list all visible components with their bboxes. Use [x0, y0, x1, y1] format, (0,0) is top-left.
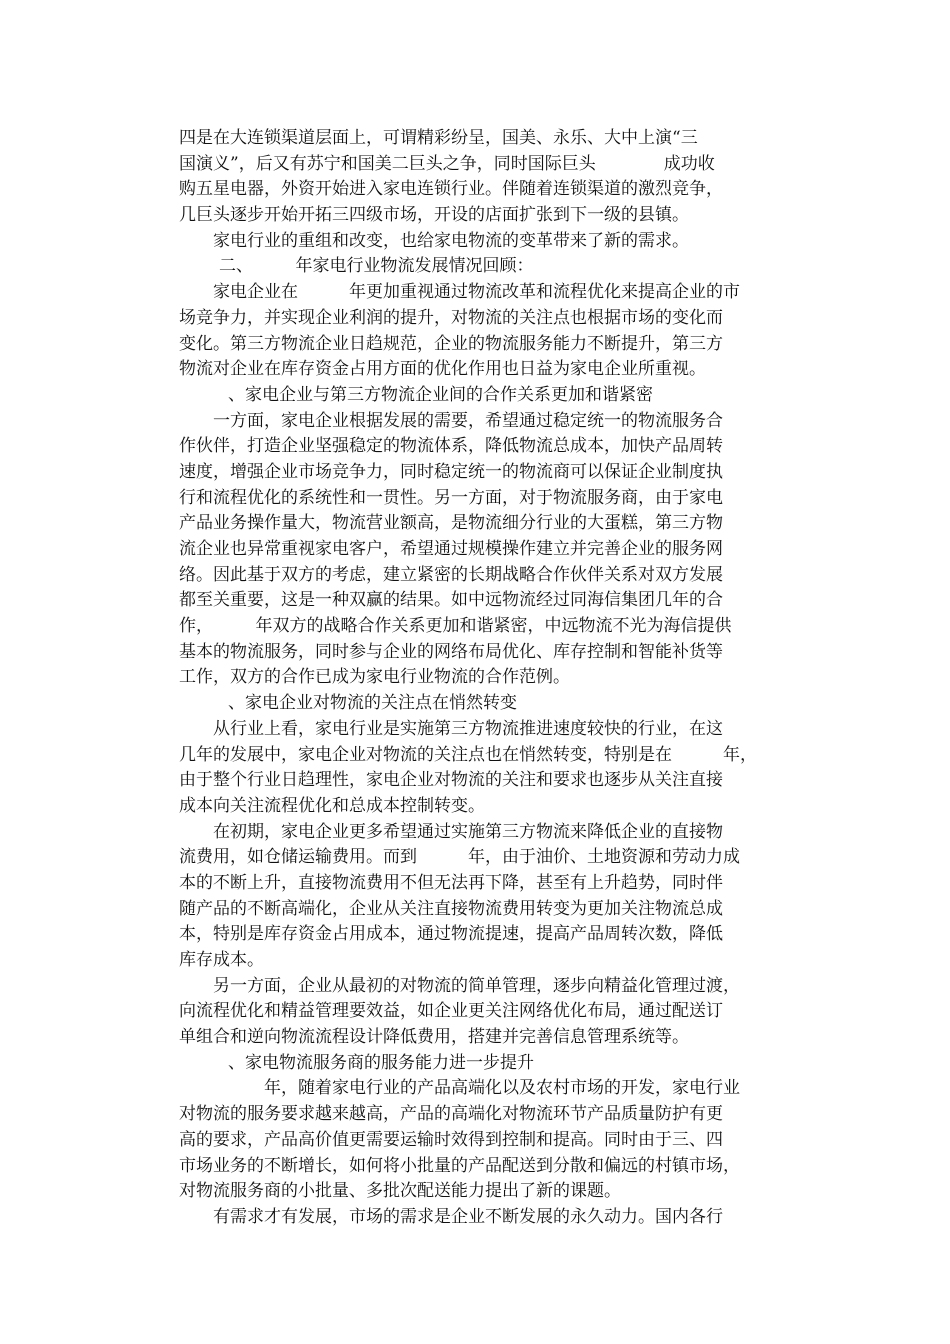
- text-line: 国演义”，后又有苏宁和国美二巨头之争，同时国际巨头 成功收: [179, 153, 715, 174]
- body-text: [179, 126, 771, 1231]
- text-line: 单组合和逆向物流流程设计降低费用，搭建并完善信息管理系统等。: [179, 1027, 689, 1048]
- text-line: 高的要求，产品高价值更需要运输时效得到控制和提高。同时由于三、四: [179, 1129, 723, 1150]
- paragraph-start: 家电企业在 年更加重视通过物流改革和流程优化来提高企业的市: [213, 282, 740, 303]
- text-line: 变化。第三方物流企业日趋规范，企业的物流服务能力不断提升，第三方: [179, 333, 723, 354]
- text-line: 场竞争力，并实现企业利润的提升，对物流的关注点也根据市场的变化而: [179, 307, 723, 328]
- text-line: 本，特别是库存资金占用成本，通过物流提速，提高产品周转次数，降低: [179, 924, 723, 945]
- text-line: 对物流服务商的小批量、多批次配送能力提出了新的课题。: [179, 1181, 621, 1202]
- text-line: 速度，增强企业市场竞争力，同时稳定统一的物流商可以保证企业制度执: [179, 461, 723, 482]
- text-line: 成本向关注流程优化和总成本控制转变。: [179, 795, 485, 816]
- paragraph-start: 年，随着家电行业的产品高端化以及农村市场的开发，家电行业: [213, 1078, 740, 1099]
- paragraph-start: 另一方面，企业从最初的对物流的简单管理，逐步向精益化管理过渡，: [213, 975, 740, 996]
- paragraph-start: 一方面，家电企业根据发展的需要，希望通过稳定统一的物流服务合: [213, 410, 723, 431]
- paragraph-start: 家电行业的重组和改变，也给家电物流的变革带来了新的需求。: [213, 230, 689, 251]
- paragraph-start: 在初期，家电企业更多希望通过实施第三方物流来降低企业的直接物: [213, 821, 723, 842]
- text-line: 作， 年双方的战略合作关系更加和谐紧密，中远物流不光为海信提供: [179, 616, 732, 637]
- section-heading: 二、 年家电行业物流发展情况回顾：: [219, 256, 534, 277]
- text-line: 物流对企业在库存资金占用方面的优化作用也日益为家电企业所重视。: [179, 359, 706, 380]
- paragraph-start: 从行业上看，家电行业是实施第三方物流推进速度较快的行业，在这: [213, 718, 723, 739]
- text-line: 工作，双方的合作已成为家电行业物流的合作范例。: [179, 667, 570, 688]
- subsection-heading: 、家电物流服务商的服务能力进一步提升: [228, 1052, 534, 1073]
- text-line: 对物流的服务要求越来越高，产品的高端化对物流环节产品质量防护有更: [179, 1104, 723, 1125]
- text-line: 随产品的不断高端化，企业从关注直接物流费用转变为更加关注物流总成: [179, 898, 723, 919]
- text-line: 购五星电器，外资开始进入家电连锁行业。伴随着连锁渠道的激烈竞争，: [179, 179, 723, 200]
- paragraph-start: 有需求才有发展，市场的需求是企业不断发展的永久动力。国内各行: [213, 1206, 723, 1227]
- text-line: 几年的发展中，家电企业对物流的关注点也在悄然转变，特别是在 年，: [179, 744, 757, 765]
- text-line: 产品业务操作量大，物流营业额高，是物流细分行业的大蛋糕，第三方物: [179, 513, 723, 534]
- text-line: 行和流程优化的系统性和一贯性。另一方面，对于物流服务商，由于家电: [179, 487, 723, 508]
- text-line: 络。因此基于双方的考虑，建立紧密的长期战略合作伙伴关系对双方发展: [179, 564, 723, 585]
- text-line: 库存成本。: [179, 950, 264, 970]
- subsection-heading: 、家电企业与第三方物流企业间的合作关系更加和谐紧密: [228, 384, 653, 405]
- text-line: 几巨头逐步开始开拓三四级市场，开设的店面扩张到下一级的县镇。: [179, 205, 689, 226]
- text-line: 市场业务的不断增长，如何将小批量的产品配送到分散和偏远的村镇市场，: [179, 1155, 740, 1176]
- text-line: 本的不断上升，直接物流费用不但无法再下降，甚至有上升趋势，同时伴: [179, 872, 723, 893]
- text-line: 作伙伴，打造企业坚强稳定的物流体系，降低物流总成本，加快产品周转: [179, 436, 723, 457]
- text-line: 基本的物流服务，同时参与企业的网络布局优化、库存控制和智能补货等: [179, 641, 723, 662]
- text-line: 四是在大连锁渠道层面上，可谓精彩纷呈，国美、永乐、大中上演“三: [179, 128, 698, 148]
- text-line: 流企业也异常重视家电客户，希望通过规模操作建立并完善企业的服务网: [179, 539, 723, 559]
- text-line: 都至关重要，这是一种双赢的结果。如中远物流经过同海信集团几年的合: [179, 590, 723, 611]
- text-line: 由于整个行业日趋理性，家电企业对物流的关注和要求也逐步从关注直接: [179, 770, 723, 791]
- text-line: 向流程优化和精益管理要效益，如企业更关注网络优化布局，通过配送订: [179, 1001, 723, 1022]
- subsection-heading: 、家电企业对物流的关注点在悄然转变: [228, 693, 517, 714]
- text-line: 流费用，如仓储运输费用。而到 年，由于油价、土地资源和劳动力成: [179, 847, 740, 868]
